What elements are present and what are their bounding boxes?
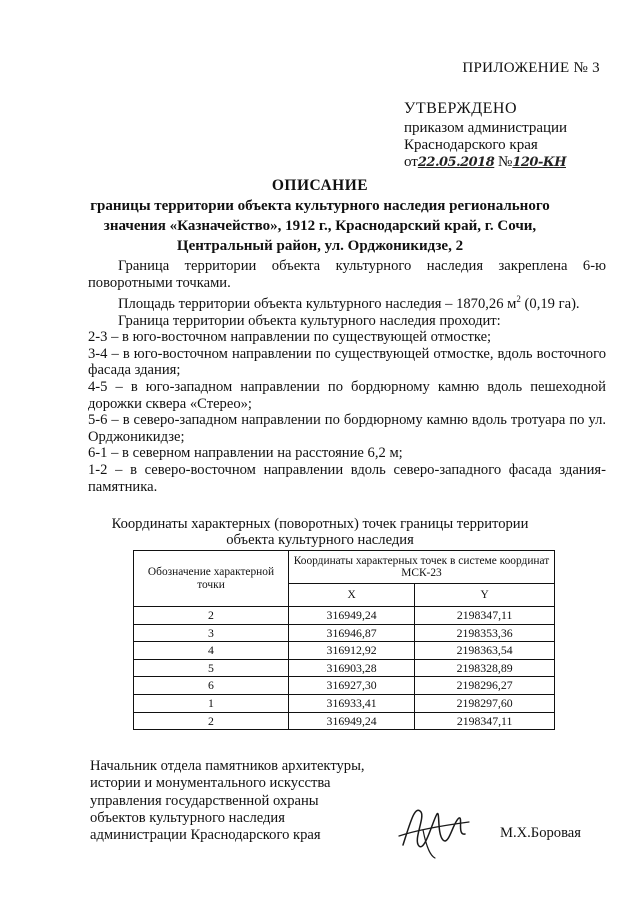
paragraph-area	[88, 291, 606, 312]
approval-line-1: приказом администрации	[404, 120, 568, 136]
approval-date-line	[404, 154, 567, 171]
table-row	[134, 607, 555, 625]
table-row	[134, 677, 555, 695]
area-text: Площадь территории объекта культурного наследия – 1870,26 м	[118, 296, 517, 313]
cell-y: 2198296,27	[415, 677, 555, 695]
cell-point: 4	[134, 642, 289, 660]
date-prefix: от	[404, 154, 418, 170]
cell-y: 2198347,11	[415, 712, 555, 730]
appendix-number: ПРИЛОЖЕНИЕ № 3	[462, 60, 600, 76]
signatory-line-5: администрации Краснодарского края	[90, 827, 321, 844]
cell-point: 6	[134, 677, 289, 695]
table-row	[134, 624, 555, 642]
cell-x: 316949,24	[289, 712, 415, 730]
signatory-line-1: Начальник отдела памятников архитектуры,	[90, 758, 365, 774]
signatory-line-3: управления государственной охраны	[90, 792, 319, 809]
cell-y: 2198353,36	[415, 624, 555, 642]
signatory-line-2: истории и монументального искусства	[90, 775, 331, 792]
cell-x: 316933,41	[289, 694, 415, 712]
cell-x: 316912,92	[289, 642, 415, 660]
document-title-block	[0, 176, 640, 256]
area-superscript: 2	[516, 294, 521, 305]
signatory-title	[90, 758, 365, 844]
area-hectares: (0,19 га).	[520, 296, 580, 313]
approval-title: УТВЕРЖДЕНО	[404, 100, 518, 117]
header-point-designation: Обозначение характерной точки	[134, 551, 289, 607]
segment-2-3: 2-3 – в юго-восточном направлении по существующей отмостке;	[88, 329, 492, 346]
cell-x: 316946,87	[289, 624, 415, 642]
document-title: ОПИСАНИЕ	[271, 177, 369, 194]
table-row	[134, 712, 555, 730]
table-caption-line-1: Координаты характерных (поворотных) точек границы территории	[111, 516, 529, 532]
segment-5-6: 5-6 – в северо-западном направлении по бордюрному камню вдоль тротуара по ул. Орджоникидзе;	[88, 412, 606, 445]
approval-line-2: Краснодарского края	[404, 137, 538, 153]
approval-number: 120-КН	[512, 155, 566, 170]
description-body	[88, 258, 606, 495]
approval-block	[404, 100, 567, 171]
cell-x: 316949,24	[289, 607, 415, 625]
cell-point: 2	[134, 712, 289, 730]
cell-point: 5	[134, 659, 289, 677]
handwritten-signature	[393, 800, 473, 860]
paragraph-boundary-intro: Граница территории объекта культурного наследия проходит:	[118, 312, 501, 329]
table-row	[134, 642, 555, 660]
cell-point: 1	[134, 694, 289, 712]
document-subtitle-3: Центральный район, ул. Орджоникидзе, 2	[176, 238, 464, 254]
segment-1-2: 1-2 – в северо-восточном направлении вдоль северо-западного фасада здания-памятника.	[88, 461, 606, 495]
coordinates-table	[133, 550, 555, 730]
cell-x: 316927,30	[289, 677, 415, 695]
number-prefix: №	[498, 154, 513, 170]
coordinates-table-body	[134, 607, 555, 730]
segment-3-4: 3-4 – в юго-восточном направлении по существующей отмостке, вдоль восточного фасада здания;	[88, 345, 606, 379]
signer-name: М.Х.Боровая	[500, 825, 581, 841]
table-row	[134, 694, 555, 712]
segment-4-5: 4-5 – в юго-западном направлении по бордюрному камню вдоль пешеходной дорожки сквера «Стерео»;	[88, 379, 606, 412]
header-x: X	[289, 584, 415, 607]
cell-point: 3	[134, 624, 289, 642]
header-y: Y	[415, 584, 555, 607]
cell-y: 2198297,60	[415, 694, 555, 712]
header-coordinates: Координаты характерных точек в системе координат МСК-23	[289, 551, 555, 584]
table-caption	[0, 516, 640, 548]
cell-y: 2198363,54	[415, 642, 555, 660]
segment-6-1: 6-1 – в северном направлении на расстояние 6,2 м;	[88, 445, 403, 462]
cell-y: 2198347,11	[415, 607, 555, 625]
table-caption-line-2: объекта культурного наследия	[226, 532, 414, 548]
table-row	[134, 659, 555, 677]
document-subtitle-1: границы территории объекта культурного наследия регионального	[90, 198, 550, 214]
paragraph-points: Граница территории объекта культурного наследия закреплена 6-ю поворотными точками.	[88, 258, 606, 291]
document-subtitle-2: значения «Казначейство», 1912 г., Краснодарский край, г. Сочи,	[103, 218, 537, 234]
cell-point: 2	[134, 607, 289, 625]
signatory-line-4: объектов культурного наследия	[90, 809, 285, 826]
cell-y: 2198328,89	[415, 659, 555, 677]
cell-x: 316903,28	[289, 659, 415, 677]
approval-date: 22.05.2018	[417, 155, 495, 170]
